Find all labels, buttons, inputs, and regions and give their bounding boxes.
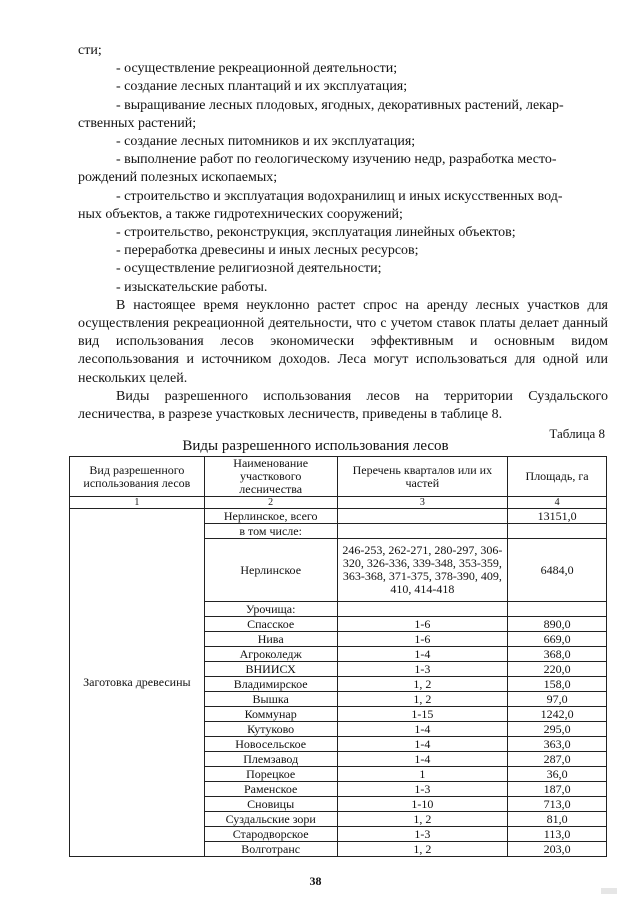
table-cell: 295,0 [508, 722, 607, 737]
table-cell: 1242,0 [508, 707, 607, 722]
table-cell: Кутуково [204, 722, 337, 737]
table-cell: 1-4 [337, 737, 508, 752]
table-cell: Спасское [204, 617, 337, 632]
text-line: сти; [78, 43, 102, 58]
table-cell [508, 602, 607, 617]
paragraph-table-intro: Виды разрешенного использования лесов на территории Суздальского лесничества, в разрезе участковых лесничеств, приведены в таблице 8. [78, 388, 608, 423]
table-cell: 1, 2 [337, 842, 508, 857]
table-cell [337, 602, 508, 617]
list-item: - строительство и эксплуатация водохранилищ и иных искусственных вод- [116, 188, 563, 204]
table-cell: 1-3 [337, 662, 508, 677]
table-cell [337, 509, 508, 524]
list-item: - выполнение работ по геологическому изучению недр, разработка место- [116, 152, 557, 168]
list-item: - изыскательские работы. [116, 279, 268, 295]
table-caption: Таблица 8 [549, 426, 605, 441]
table-cell: 97,0 [508, 692, 607, 707]
column-number: 3 [337, 497, 508, 509]
table-cell: 1-4 [337, 752, 508, 767]
usage-table [69, 456, 607, 857]
list-item: - создание лесных питомников и их эксплуатация; [116, 134, 416, 150]
table-cell: Агроколедж [204, 647, 337, 662]
table-cell: 187,0 [508, 782, 607, 797]
table-cell: Стародворское [204, 827, 337, 842]
table-cell: Племзавод [204, 752, 337, 767]
list-item: - создание лесных плантаций и их эксплуатация; [116, 79, 408, 95]
table-cell: ВНИИСХ [204, 662, 337, 677]
table-cell: Коммунар [204, 707, 337, 722]
column-header: Площадь, га [508, 457, 607, 497]
list-item: - выращивание лесных плодовых, ягодных, декоративных растений, лекар- [116, 97, 564, 113]
table-cell: Новосельское [204, 737, 337, 752]
table-cell: 1-3 [337, 827, 508, 842]
list-item: - переработка древесины и иных лесных ресурсов; [116, 243, 419, 259]
column-number: 1 [70, 497, 205, 509]
table-cell: Сновицы [204, 797, 337, 812]
page-number: 38 [309, 874, 322, 888]
table-cell: 1-10 [337, 797, 508, 812]
column-header: Перечень кварталов или их частей [337, 457, 508, 497]
paragraph-demand: В настоящее время неуклонно растет спрос на аренду лесных участков для осуществления рекреационной деятельности, что с учетом ставок платы делает данный вид использования лесов экономически эффективным и основным видом лесопользования и источником доходов. Леса могут использоваться для одной или нескольких целей. [78, 297, 608, 386]
table-cell: 1-6 [337, 632, 508, 647]
table-cell: 158,0 [508, 677, 607, 692]
body-text [78, 42, 608, 424]
table-cell: Вышка [204, 692, 337, 707]
table-cell: 13151,0 [508, 509, 607, 524]
table-cell: 1, 2 [337, 692, 508, 707]
column-number: 4 [508, 497, 607, 509]
table-cell: Порецкое [204, 767, 337, 782]
scan-mark [601, 888, 617, 894]
column-header: Вид разрешенного использования лесов [70, 457, 205, 497]
table-cell: 363,0 [508, 737, 607, 752]
table-cell: 203,0 [508, 842, 607, 857]
table-cell: 246-253, 262-271, 280-297, 306-320, 326-336, 339-348, 353-359, 363-368, 371-375, 378-390, 409, 410, 414-418 [337, 539, 508, 602]
table-cell: 1, 2 [337, 812, 508, 827]
table-cell: 220,0 [508, 662, 607, 677]
table-cell: Нерлинское, всего [204, 509, 337, 524]
table-cell: 113,0 [508, 827, 607, 842]
table-cell: 669,0 [508, 632, 607, 647]
table-cell: Нива [204, 632, 337, 647]
usage-type-cell: Заготовка древесины [70, 509, 205, 857]
list-item: - осуществление рекреационной деятельности; [116, 61, 398, 77]
table-cell: Урочища: [204, 602, 337, 617]
table-cell: в том числе: [204, 524, 337, 539]
table-cell: 1, 2 [337, 677, 508, 692]
table-cell: 713,0 [508, 797, 607, 812]
table-cell: 1 [337, 767, 508, 782]
column-number: 2 [204, 497, 337, 509]
text-line: рождений полезных ископаемых; [78, 170, 278, 186]
table-cell: 1-4 [337, 722, 508, 737]
table-title: Виды разрешенного использования лесов [182, 438, 449, 454]
table-cell: 81,0 [508, 812, 607, 827]
table-cell: Владимирское [204, 677, 337, 692]
table-cell: 36,0 [508, 767, 607, 782]
table-cell: 1-3 [337, 782, 508, 797]
column-header: Наименование участкового лесничества [204, 457, 337, 497]
text-line: ных объектов, а также гидротехнических сооружений; [78, 206, 403, 222]
table-cell [337, 524, 508, 539]
table-cell: 6484,0 [508, 539, 607, 602]
list-item: - строительство, реконструкция, эксплуатация линейных объектов; [116, 225, 516, 241]
table-cell: Раменское [204, 782, 337, 797]
table-cell: Нерлинское [204, 539, 337, 602]
table-cell [508, 524, 607, 539]
table-cell: Суздальские зори [204, 812, 337, 827]
table-cell: 890,0 [508, 617, 607, 632]
table-cell: 1-15 [337, 707, 508, 722]
table-cell: 1-4 [337, 647, 508, 662]
table-cell: 1-6 [337, 617, 508, 632]
table-cell: 287,0 [508, 752, 607, 767]
list-item: - осуществление религиозной деятельности; [116, 261, 382, 277]
text-line: ственных растений; [78, 115, 197, 131]
table-cell: 368,0 [508, 647, 607, 662]
table-cell: Волготранс [204, 842, 337, 857]
